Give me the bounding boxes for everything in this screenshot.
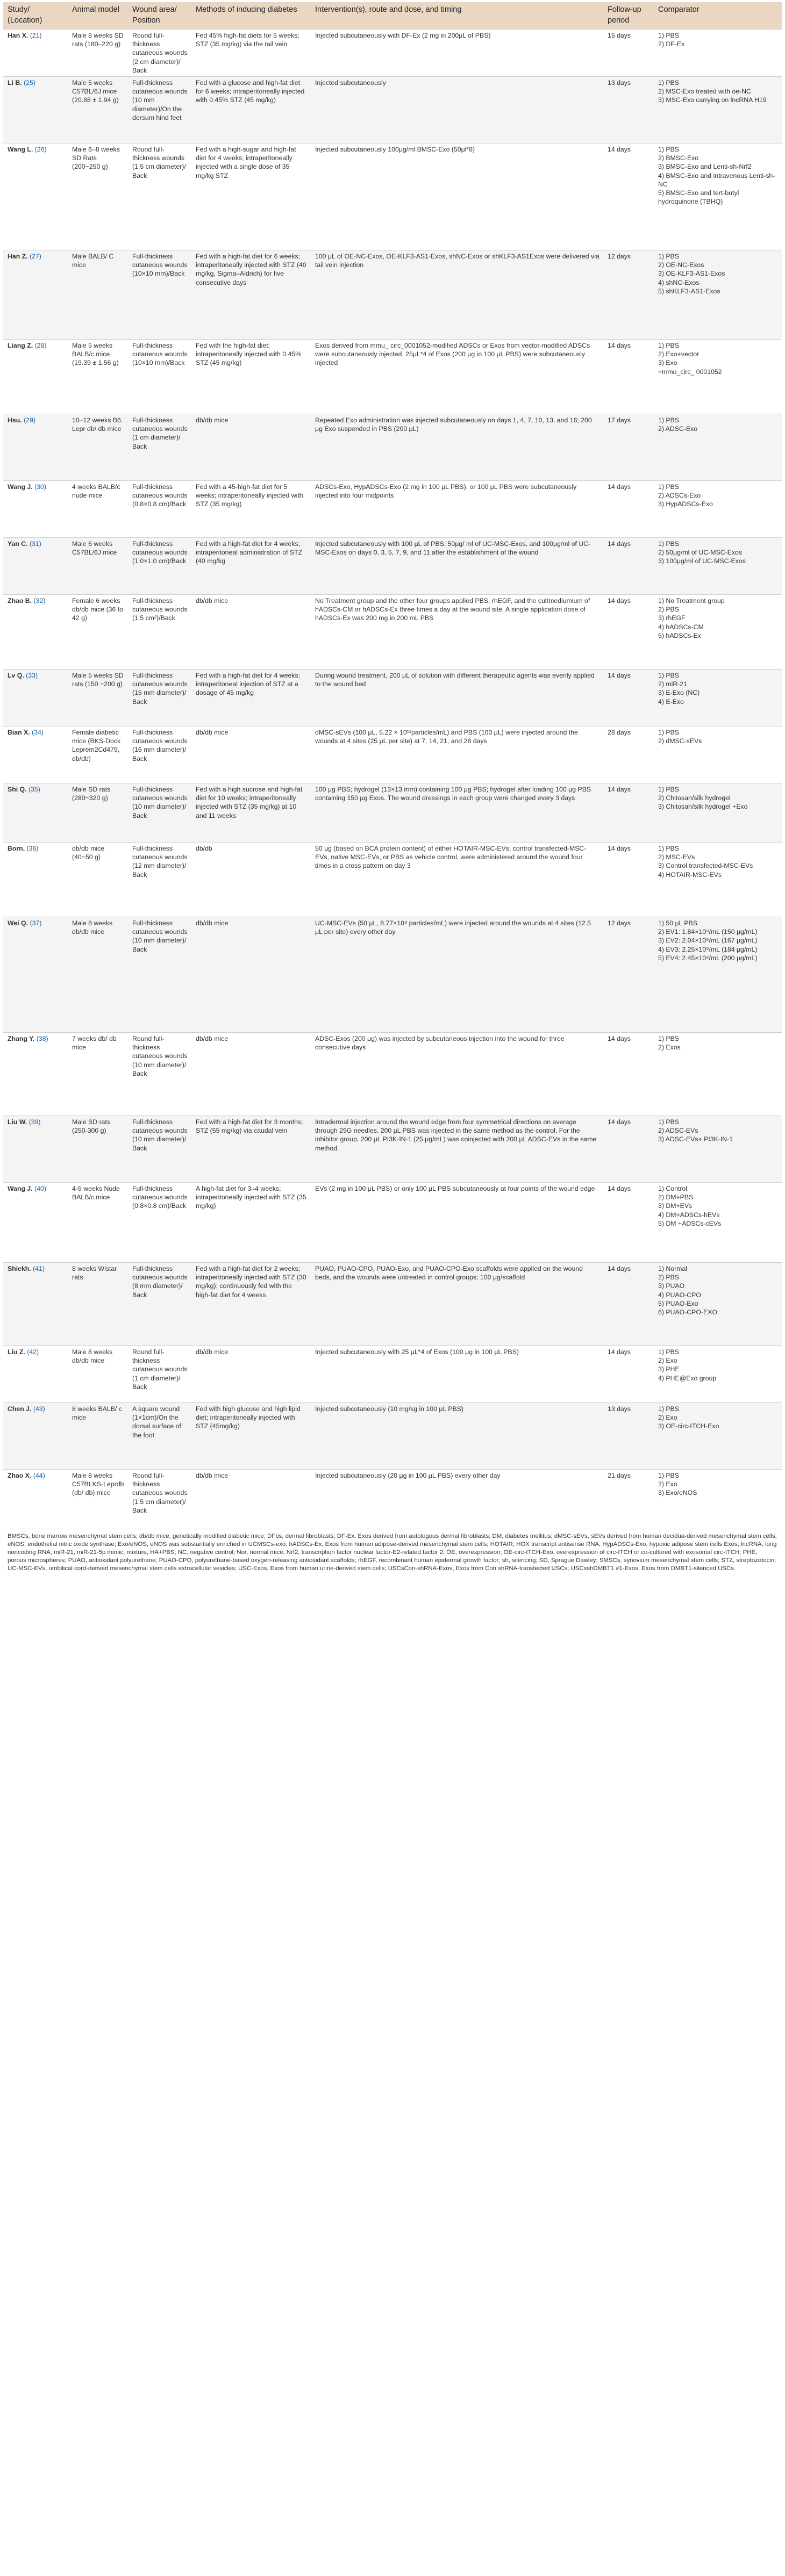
intervention-cell: Injected subcutaneously with DF-Ex (2 mg in 200μL of PBS) xyxy=(311,30,603,77)
study-cell xyxy=(3,1346,68,1403)
follow-up-cell: 14 days xyxy=(603,481,654,538)
table-row xyxy=(3,917,782,1033)
comparator-item: 3) EV2: 2.04×10⁹/mL (167 μg/mL) xyxy=(658,937,758,945)
comparator-cell xyxy=(654,1116,782,1183)
study-author: Bian X. xyxy=(8,729,30,737)
follow-up-cell: 28 days xyxy=(603,726,654,783)
comparator-item: 2) ADSC-Exo xyxy=(658,425,698,433)
comparator-item: 2) Chitosan/silk hydrogel xyxy=(658,794,731,802)
study-cell xyxy=(3,1116,68,1183)
study-author: Hsu. xyxy=(8,416,22,424)
study-reference: (41) xyxy=(33,1265,45,1273)
study-author: Han X. xyxy=(8,32,28,39)
animal-model-cell: Female 6 weeks db/db mice (36 to 42 g) xyxy=(68,595,128,670)
header-follow-up: Follow-up period xyxy=(603,2,654,30)
study-reference: (27) xyxy=(30,253,41,261)
header-intervention: Intervention(s), route and dose, and timing xyxy=(311,2,603,30)
wound-area-cell: Round full-thickness cutaneous wounds (1 cm diameter)/ Back xyxy=(128,1346,191,1403)
study-reference: (31) xyxy=(30,540,41,548)
diabetes-method-cell: Fed with a high-fat diet for 4 weeks; intraperitoneal administration of STZ (40 mg/kg xyxy=(191,538,311,595)
comparator-item: 2) PBS xyxy=(658,606,679,614)
animal-model-cell: Male SD rats (250-300 g) xyxy=(68,1116,128,1183)
header-row xyxy=(3,2,782,30)
study-author: Han Z. xyxy=(8,253,28,261)
comparator-cell xyxy=(654,917,782,1033)
header-wound-area: Wound area/ Position xyxy=(128,2,191,30)
diabetes-method-cell: Fed with a high-fat diet for 2 weeks; intraperitoneally injected with STZ (30 mg/kg); continuously fed with the high-fat diet for 4 weeks xyxy=(191,1263,311,1346)
comparator-cell xyxy=(654,143,782,250)
comparator-item: 2) 50μg/ml of UC-MSC-Exos xyxy=(658,549,743,557)
animal-model-cell: Male 8 weeks db/db mice xyxy=(68,1346,128,1403)
follow-up-cell: 17 days xyxy=(603,414,654,481)
diabetes-method-cell: Fed with a high-fat diet for 4 weeks; intraperitoneal injection of STZ at a dosage of 45 mg/kg xyxy=(191,670,311,726)
study-reference: (32) xyxy=(33,597,46,605)
table-row xyxy=(3,77,782,143)
animal-model-cell: Male BALB/ C mice xyxy=(68,250,128,340)
comparator-cell xyxy=(654,1263,782,1346)
animal-model-cell: Male SD rats (280~320 g) xyxy=(68,783,128,843)
comparator-item: 1) PBS xyxy=(658,1472,679,1480)
diabetes-method-cell: Fed with the high-fat diet; intraperitoneally injected with 0.45% STZ (45 mg/kg) xyxy=(191,340,311,414)
comparator-item: 2) OE-NC-Exos xyxy=(658,261,704,269)
study-cell xyxy=(3,783,68,843)
study-reference: (21) xyxy=(30,32,42,39)
comparator-item: 3) OE-KLF3-AS1-Exos xyxy=(658,270,725,278)
intervention-cell: EVs (2 mg in 100 μL PBS) or only 100 μL PBS subcutaneously at four points of the wound edge xyxy=(311,1183,603,1263)
animal-model-cell: Female diabetic mice (BKS-Dock Leprem2Cd479, db/db) xyxy=(68,726,128,783)
comparator-item: 1) PBS xyxy=(658,483,679,491)
comparator-item: 2) DF-Ex xyxy=(658,40,685,48)
comparator-item: 1) PBS xyxy=(658,786,679,794)
wound-area-cell: Full-thickness cutaneous wounds (8 mm diameter)/ Back xyxy=(128,1263,191,1346)
intervention-cell: Intradermal injection around the wound edge from four symmetrical directions on average through 29G needles. 200 μL PBS was injected in the same method as the control. For the inhibitor group, 200 μL PI3K-IN-1 (25 μg/mL) was coinjected with 200 μL ADSC-EVs in the same method. xyxy=(311,1116,603,1183)
header-methods-diabetes: Methods of inducing diabetes xyxy=(191,2,311,30)
follow-up-cell: 14 days xyxy=(603,1116,654,1183)
table-row xyxy=(3,1403,782,1470)
wound-area-cell: Full-thickness cutaneous wounds (1 cm diameter)/ Back xyxy=(128,414,191,481)
study-cell xyxy=(3,1033,68,1116)
comparator-item: 1) PBS xyxy=(658,1118,679,1126)
comparator-item: 1) Control xyxy=(658,1185,687,1193)
study-cell xyxy=(3,481,68,538)
comparator-item: 3) Control transfected-MSC-EVs xyxy=(658,862,753,870)
comparator-item: 1) PBS xyxy=(658,342,679,350)
comparator-item: 2) Exo xyxy=(658,1357,677,1365)
wound-area-cell: Full-thickness cutaneous wounds (1.0×1.0 cm)/Back xyxy=(128,538,191,595)
study-reference: (34) xyxy=(32,729,44,737)
diabetes-method-cell: db/db mice xyxy=(191,726,311,783)
comparator-item: 1) PBS xyxy=(658,1405,679,1413)
study-cell xyxy=(3,917,68,1033)
animal-model-cell: Male 8 weeks C57BLKS-Leprdb (db/ db) mice xyxy=(68,1470,128,1529)
study-author: Li B. xyxy=(8,79,22,87)
table-row xyxy=(3,30,782,77)
animal-model-cell: 4 weeks BALB/c nude mice xyxy=(68,481,128,538)
study-cell xyxy=(3,250,68,340)
diabetes-method-cell: db/db mice xyxy=(191,1470,311,1529)
header-study: Study/ (Location) xyxy=(3,2,68,30)
study-cell xyxy=(3,1183,68,1263)
comparator-item: 4) PUAO-CPO xyxy=(658,1291,701,1299)
study-reference: (40) xyxy=(34,1185,46,1193)
animal-model-cell: 10–12 weeks B6. Lepr db/ db mice xyxy=(68,414,128,481)
table-row xyxy=(3,1346,782,1403)
comparator-item: 2) PBS xyxy=(658,1273,679,1282)
comparator-cell xyxy=(654,1346,782,1403)
follow-up-cell: 13 days xyxy=(603,77,654,143)
comparator-item: 3) 100μg/ml of UC-MSC-Exos xyxy=(658,557,746,565)
comparator-cell xyxy=(654,1033,782,1116)
comparator-item: 4) hADSCs-CM xyxy=(658,623,704,631)
studies-table xyxy=(3,2,782,1529)
comparator-item: 1) No Treatment group xyxy=(658,597,725,605)
wound-area-cell: Round full-thickness wounds (1.5 cm diameter)/ Back xyxy=(128,143,191,250)
study-author: Liu W. xyxy=(8,1118,27,1126)
wound-area-cell: Full-thickness cutaneous wounds (0.8×0.8 cm)/Back xyxy=(128,1183,191,1263)
study-author: Wang J. xyxy=(8,483,33,491)
follow-up-cell: 14 days xyxy=(603,1263,654,1346)
comparator-item: 2) MSC-EVs xyxy=(658,853,695,861)
comparator-item: 4) BMSC-Exo and intravenous Lenti-sh-NC xyxy=(658,171,775,188)
wound-area-cell: Full-thickness cutaneous wounds (15 mm diameter)/ Back xyxy=(128,670,191,726)
animal-model-cell: Male 5 weeks C57BL/6J mice (20.88 ± 1.94 g) xyxy=(68,77,128,143)
animal-model-cell: Male 5 weeks BALB/c mice (19.39 ± 1.56 g) xyxy=(68,340,128,414)
study-reference: (35) xyxy=(28,786,40,794)
diabetes-method-cell: Fed 45% high-fat diets for 5 weeks; STZ (35 mg/kg) via the tail vein xyxy=(191,30,311,77)
comparator-item: 1) PBS xyxy=(658,729,679,737)
comparator-item: 2) ADSCs-Exo xyxy=(658,492,701,500)
wound-area-cell: Full-thickness cutaneous wounds (0.8×0.8 cm)/Back xyxy=(128,481,191,538)
intervention-cell: No Treatment group and the other four groups applied PBS, rhEGF, and the cultmediumium of hADSCs-CM or hADSCs-Ex three times a day at the wound site. A single application dose of hADSCs-Ex was 200 mg in 200 mL PBS xyxy=(311,595,603,670)
comparator-item: 3) DM+EVs xyxy=(658,1202,693,1210)
comparator-item: 1) PBS xyxy=(658,672,679,680)
study-reference: (39) xyxy=(28,1118,41,1126)
table-row xyxy=(3,1470,782,1529)
comparator-item: 3) PUAO xyxy=(658,1282,685,1290)
comparator-item: 1) PBS xyxy=(658,32,679,39)
diabetes-method-cell: Fed with a glucose and high-fat diet for 6 weeks; intraperitoneally injected with 0.45% STZ (45 mg/kg) xyxy=(191,77,311,143)
study-cell xyxy=(3,843,68,917)
wound-area-cell: A square wound (1×1cm)/On the dorsal surface of the foot xyxy=(128,1403,191,1470)
follow-up-cell: 14 days xyxy=(603,143,654,250)
comparator-cell xyxy=(654,670,782,726)
comparator-item: 4) DM+ADSCs-hEVs xyxy=(658,1211,720,1219)
comparator-item: 5) hADSCs-Ex xyxy=(658,631,701,639)
wound-area-cell: Full-thickness cutaneous wounds (10×10 mm)/Back xyxy=(128,250,191,340)
intervention-cell: PUAO, PUAO-CPO, PUAO-Exo, and PUAO-CPO-Exo scaffolds were applied on the wound beds, and the wounds were untreated in control groups; 100 μg/scaffold xyxy=(311,1263,603,1346)
study-reference: (38) xyxy=(36,1035,48,1043)
study-reference: (28) xyxy=(34,342,47,350)
comparator-item: 3) PHE xyxy=(658,1365,680,1373)
intervention-cell: Injected subcutaneously (20 μg in 100 μL PBS) every other day xyxy=(311,1470,603,1529)
study-author: Zhao B. xyxy=(8,597,32,605)
study-reference: (44) xyxy=(33,1472,45,1480)
wound-area-cell: Round full-thickness cutaneous wounds (2 cm diameter)/ Back xyxy=(128,30,191,77)
study-reference: (43) xyxy=(33,1405,45,1413)
diabetes-method-cell: A high-fat diet for 3–4 weeks; intraperitoneally injected with STZ (35 mg/kg) xyxy=(191,1183,311,1263)
study-reference: (29) xyxy=(24,416,35,424)
study-reference: (36) xyxy=(26,845,39,853)
comparator-cell xyxy=(654,1403,782,1470)
wound-area-cell: Full-thickness cutaneous wounds (1.5 cm²)/Back xyxy=(128,595,191,670)
animal-model-cell: 8 weeks BALB/ c mice xyxy=(68,1403,128,1470)
study-reference: (25) xyxy=(24,79,35,87)
comparator-item: 1) PBS xyxy=(658,79,679,87)
comparator-cell xyxy=(654,250,782,340)
follow-up-cell: 14 days xyxy=(603,783,654,843)
table-row xyxy=(3,250,782,340)
comparator-item: 2) Exo+vector xyxy=(658,350,700,358)
comparator-cell xyxy=(654,1470,782,1529)
study-reference: (26) xyxy=(34,146,47,154)
study-cell xyxy=(3,414,68,481)
study-cell xyxy=(3,30,68,77)
table-row xyxy=(3,414,782,481)
diabetes-method-cell: db/db mice xyxy=(191,595,311,670)
animal-model-cell: 4-5 weeks Nude BALB/c mice xyxy=(68,1183,128,1263)
animal-model-cell: Male 8 weeks SD rats (180–220 g) xyxy=(68,30,128,77)
comparator-item: 3) rhEGF xyxy=(658,614,686,622)
intervention-cell: During wound treatment, 200 μL of solution with different therapeutic agents was evenly applied to the wound bed xyxy=(311,670,603,726)
intervention-cell: Repeated Exo administration was injected subcutaneously on days 1, 4, 7, 10, 13, and 16; 200 μg Exo suspended in PBS (200 μL) xyxy=(311,414,603,481)
comparator-item: 1) PBS xyxy=(658,540,679,548)
table-header xyxy=(3,2,782,30)
animal-model-cell: 8 weeks Wistar rats xyxy=(68,1263,128,1346)
table-row xyxy=(3,143,782,250)
animal-model-cell: Male 6–8 weeks SD Rats (200~250 g) xyxy=(68,143,128,250)
comparator-item: 4) shNC-Exos xyxy=(658,278,700,286)
table-row xyxy=(3,1116,782,1183)
follow-up-cell: 14 days xyxy=(603,843,654,917)
comparator-item: 5) shKLF3-AS1-Exos xyxy=(658,287,720,295)
animal-model-cell: Male 8 weeks db/db mice xyxy=(68,917,128,1033)
diabetes-method-cell: Fed with a high sucrose and high-fat diet for 10 weeks; intraperitoneally injected with STZ (35 mg/kg) at 10 and 11 weeks xyxy=(191,783,311,843)
animal-model-cell: Male 6 weeks C57BL/6J mice xyxy=(68,538,128,595)
follow-up-cell: 13 days xyxy=(603,1403,654,1470)
comparator-item: 1) PBS xyxy=(658,416,679,424)
table-row xyxy=(3,1033,782,1116)
intervention-cell: Injected subcutaneously xyxy=(311,77,603,143)
diabetes-method-cell: Fed with a high-fat diet for 6 weeks; intraperitoneally injected with STZ (40 mg/kg, Sigma–Aldrich) for five consecutive days xyxy=(191,250,311,340)
table-row xyxy=(3,1183,782,1263)
comparator-item: 4) E-Exo xyxy=(658,697,684,706)
wound-area-cell: Full-thickness cutaneous wounds (12 mm diameter)/ Back xyxy=(128,843,191,917)
wound-area-cell: Round full-thickness cutaneous wounds (1.5 cm diameter)/ Back xyxy=(128,1470,191,1529)
study-cell xyxy=(3,1263,68,1346)
comparator-item: 1) PBS xyxy=(658,1035,679,1043)
table-row xyxy=(3,843,782,917)
comparator-item: 5) BMSC-Exo and tert-butyl hydroquinone (TBHQ) xyxy=(658,189,741,206)
study-cell xyxy=(3,1403,68,1470)
study-author: Wang J. xyxy=(8,1185,33,1193)
comparator-cell xyxy=(654,414,782,481)
intervention-cell: Injected subcutaneously with 25 μL*4 of Exos (100 μg in 100 μL PBS) xyxy=(311,1346,603,1403)
animal-model-cell: db/db mice (40~50 g) xyxy=(68,843,128,917)
follow-up-cell: 15 days xyxy=(603,30,654,77)
table-row xyxy=(3,726,782,783)
study-author: Shiekh. xyxy=(8,1265,31,1273)
comparator-cell xyxy=(654,30,782,77)
comparator-item: 6) PUAO-CPO-EXO xyxy=(658,1308,718,1316)
diabetes-method-cell: db/db xyxy=(191,843,311,917)
intervention-cell: Injected subcutaneously (10 mg/kg in 100 μL PBS) xyxy=(311,1403,603,1470)
intervention-cell: ADSCs-Exo, HypADSCs-Exo (2 mg in 100 μL PBS), or 100 μL PBS were subcutaneously injected into four midpoints xyxy=(311,481,603,538)
study-cell xyxy=(3,1470,68,1529)
study-cell xyxy=(3,143,68,250)
diabetes-method-cell: db/db mice xyxy=(191,414,311,481)
wound-area-cell: Full-thickness cutaneous wounds (10 mm diameter)/On the dorsum hind feet xyxy=(128,77,191,143)
follow-up-cell: 12 days xyxy=(603,250,654,340)
comparator-cell xyxy=(654,77,782,143)
comparator-item: 1) 50 μL PBS xyxy=(658,919,697,927)
comparator-item: 3) Chitosan/silk hydrogel +Exo xyxy=(658,803,748,811)
intervention-cell: UC-MSC-EVs (50 μL, 8.77×10⁹ particles/mL) were injected around the wounds at 4 sites (12.5 μL per site) every other day xyxy=(311,917,603,1033)
study-author: Wang L. xyxy=(8,146,33,154)
comparator-cell xyxy=(654,783,782,843)
follow-up-cell: 14 days xyxy=(603,340,654,414)
table-row xyxy=(3,783,782,843)
intervention-cell: Injected subcutaneously with 100 μL of PBS; 50μg/ ml of UC-MSC-Exos, and 100μg/ml of UC-MSC-Exos on days 0, 3, 5, 7, 9, and 11 after the establishment of the wound xyxy=(311,538,603,595)
study-author: Wei Q. xyxy=(8,919,28,927)
comparator-item: 4) HOTAIR-MSC-EVs xyxy=(658,870,722,879)
study-author: Born. xyxy=(8,845,25,853)
follow-up-cell: 14 days xyxy=(603,1346,654,1403)
diabetes-method-cell: Fed with high glucose and high lipid diet; intraperitoneally injected with STZ (45mg/kg) xyxy=(191,1403,311,1470)
comparator-item: 2) ADSC-EVs xyxy=(658,1127,698,1135)
comparator-item: 2) DM+PBS xyxy=(658,1193,694,1201)
study-author: Yan C. xyxy=(8,540,28,548)
follow-up-cell: 14 days xyxy=(603,538,654,595)
wound-area-cell: Full-thickness cutaneous wounds (10×10 mm)/Back xyxy=(128,340,191,414)
wound-area-cell: Full-thickness cutaneous wounds (10 mm diameter)/ Back xyxy=(128,783,191,843)
intervention-cell: Exos derived from mmu_ circ_0001052-modified ADSCs or Exos from vector-modified ADSCs were subcutaneously injected. 25μL*4 of Exos (200 μg in 100 μL PBS) were subcutaneously injected xyxy=(311,340,603,414)
wound-area-cell: Round full-thickness cutaneous wounds (10 mm diameter)/ Back xyxy=(128,1033,191,1116)
comparator-item: 4) EV3: 2.25×10⁹/mL (184 μg/mL) xyxy=(658,945,758,953)
table-row xyxy=(3,340,782,414)
study-author: Shi Q. xyxy=(8,786,27,794)
comparator-item: 5) EV4: 2.45×10⁹/mL (200 μg/mL) xyxy=(658,954,758,962)
comparator-item: 1) PBS xyxy=(658,845,679,853)
header-comparator: Comparator xyxy=(654,2,782,30)
comparator-item: 2) EV1: 1.84×10⁹/mL (150 μg/mL) xyxy=(658,928,758,936)
table-row xyxy=(3,481,782,538)
comparator-item: 3) MSC-Exo carrying on lncRNA H19 xyxy=(658,96,767,104)
comparator-cell xyxy=(654,1183,782,1263)
comparator-cell xyxy=(654,538,782,595)
study-cell xyxy=(3,595,68,670)
comparator-item: +mmu_circ_ 0001052 xyxy=(658,368,722,376)
comparator-item: 1) PBS xyxy=(658,146,679,154)
table-row xyxy=(3,595,782,670)
comparator-item: 2) Exo xyxy=(658,1480,677,1488)
comparator-item: 3) OE-circ-ITCH-Exo xyxy=(658,1422,719,1430)
comparator-item: 2) BMSC-Exo xyxy=(658,154,699,162)
intervention-cell: 100 μg PBS; hydrogel (13×13 mm) containing 100 μg PBS; hydrogel after loading 100 μg PBS containing 150 μg Exos. The wound dressings in each group were changed every 3 days xyxy=(311,783,603,843)
comparator-cell xyxy=(654,595,782,670)
wound-area-cell: Full-thickness cutaneous wounds (16 mm diameter)/ Back xyxy=(128,726,191,783)
intervention-cell: 100 μL of OE-NC-Exos, OE-KLF3-AS1-Exos, shNC-Exos or shKLF3-AS1Exos were delivered via tail vein injection xyxy=(311,250,603,340)
table-row xyxy=(3,538,782,595)
comparator-item: 2) MSC-Exo treated with oe-NC xyxy=(658,88,751,96)
comparator-item: 2) miR-21 xyxy=(658,680,687,688)
comparator-cell xyxy=(654,726,782,783)
intervention-cell: Injected subcutaneously 100μg/ml BMSC-Exo (50μl*8) xyxy=(311,143,603,250)
study-author: Liu Z. xyxy=(8,1348,25,1356)
comparator-item: 1) Normal xyxy=(658,1265,687,1273)
table-row xyxy=(3,670,782,726)
table-footnote: BMSCs, bone marrow mesenchymal stem cells; db/db mice, genetically modified diabetic mice; DFbs, dermal fibroblasts; DF-Ex, Exos derived from autologous dermal fibroblasts; DM, diabetes mellitus; dMSC-sEVs, sEVs derived from human decidua-derived mesenchymal stem cells; eNOS, endothelial nitric oxide synthase; Exo/eNOS, eNOS was substantially enriched in UCMSCs-exo; hADSCs-Ex, Exos from human adipose-derived mesenchymal stem cells; HOTAIR, HOX transcript antisense RNA; HypADSCs-Exo, hypoxic adipose stem cells Exos; lncRNA, long noncoding RNA; miR-21, miR-21-5p mimic; mixture, HA+PBS; NC, negative control; Nor, normal mice; Nrf2, transcription factor nuclear factor-E2-related factor 2; OE, overexpression; OE-circ-ITCH-Exo, overexpression of circ-ITCH or co-cultured with exosomal circ-ITCH; PHE, porous microspheres; PUAO, antioxidant polyurethane; PUAO-CPO, polyurethane-based oxygen-releasing antioxidant scaffolds; rhEGF, recombinant human epidermal growth factor; sh, silencing; SD, Sprague Dawley; SMSCs, synovium mesenchymal stem cells; STZ, streptozotocin; UC-MSC-EVs, umbilical cord-derived mesenchymal stem cells extracellular vesicles; USC-Exos, Exos from human urine-derived stem cells; USCsCon-shRNA-Exos, Exos from Con shRNA-transfected USCs; USCsshDMBT1 #1-Exos, Exos from DMBT1-silenced USCs. xyxy=(3,1529,782,1573)
follow-up-cell: 14 days xyxy=(603,670,654,726)
follow-up-cell: 14 days xyxy=(603,1033,654,1116)
diabetes-method-cell: db/db mice xyxy=(191,1033,311,1116)
diabetes-method-cell: db/db mice xyxy=(191,1346,311,1403)
intervention-cell: ADSC-Exos (200 μg) was injected by subcutaneous injection into the wound for three consecutive days xyxy=(311,1033,603,1116)
comparator-item: 1) PBS xyxy=(658,1348,679,1356)
comparator-item: 3) BMSC-Exo and Lenti-sh-Nrf2 xyxy=(658,163,752,171)
follow-up-cell: 14 days xyxy=(603,595,654,670)
table-body xyxy=(3,30,782,1529)
comparator-item: 3) ADSC-EVs+ PI3K-IN-1 xyxy=(658,1135,733,1143)
diabetes-method-cell: Fed with a high-fat diet for 3 months; STZ (55 mg/kg) via caudal vein xyxy=(191,1116,311,1183)
study-reference: (30) xyxy=(34,483,46,491)
diabetes-method-cell: Fed with a 45-high-fat diet for 5 weeks; intraperitoneally injected with STZ (35 mg/kg) xyxy=(191,481,311,538)
comparator-item: 3) HypADSCs-Exo xyxy=(658,500,713,508)
table-row xyxy=(3,1263,782,1346)
diabetes-method-cell: db/db mice xyxy=(191,917,311,1033)
wound-area-cell: Full-thickness cutaneous wounds (10 mm diameter)/ Back xyxy=(128,1116,191,1183)
comparator-item: 3) Exo/eNOS xyxy=(658,1489,697,1497)
follow-up-cell: 14 days xyxy=(603,1183,654,1263)
study-author: Liang Z. xyxy=(8,342,33,350)
header-animal-model: Animal model xyxy=(68,2,128,30)
study-author: Lv Q. xyxy=(8,672,24,680)
intervention-cell: dMSC-sEVs (100 μL, 5.22 × 10¹¹particles/mL) and PBS (100 μL) were injected around the wounds at 4 sites (25 μL per site) at 7, 14, 21, and 28 days xyxy=(311,726,603,783)
comparator-item: 3) E-Exo (NC) xyxy=(658,689,700,697)
study-cell xyxy=(3,726,68,783)
comparator-item: 2) dMSC-sEVs xyxy=(658,737,702,745)
animal-model-cell: Male 5 weeks SD rats (150 ~200 g) xyxy=(68,670,128,726)
comparator-cell xyxy=(654,481,782,538)
study-cell xyxy=(3,77,68,143)
animal-model-cell: 7 weeks db/ db mice xyxy=(68,1033,128,1116)
study-author: Zhao X. xyxy=(8,1472,32,1480)
comparator-item: 4) PHE@Exo group xyxy=(658,1374,717,1382)
comparator-item: 1) PBS xyxy=(658,253,679,261)
study-cell xyxy=(3,670,68,726)
study-cell xyxy=(3,538,68,595)
comparator-item: 2) Exos xyxy=(658,1044,681,1052)
wound-area-cell: Full-thickness cutaneous wounds (10 mm diameter)/ Back xyxy=(128,917,191,1033)
study-author: Zhang Y. xyxy=(8,1035,35,1043)
follow-up-cell: 21 days xyxy=(603,1470,654,1529)
study-author: Chen J. xyxy=(8,1405,32,1413)
study-cell xyxy=(3,340,68,414)
study-reference: (33) xyxy=(26,672,38,680)
follow-up-cell: 12 days xyxy=(603,917,654,1033)
study-reference: (37) xyxy=(30,919,42,927)
comparator-cell xyxy=(654,843,782,917)
comparator-item: 5) PUAO-Exo xyxy=(658,1299,698,1307)
comparator-item: 3) Exo xyxy=(658,359,677,367)
comparator-item: 2) Exo xyxy=(658,1414,677,1422)
comparator-cell xyxy=(654,340,782,414)
diabetes-method-cell: Fed with a high-sugar and high-fat diet for 4 weeks; intraperitoneally injected with a single dose of 35 mg/kg STZ xyxy=(191,143,311,250)
intervention-cell: 50 μg (based on BCA protein content) of either HOTAIR-MSC-EVs, control transfected-MSC-EVs, native MSC-EVs, or PBS as vehicle control, were administered around the wound four times in a cross pattern on day 3 xyxy=(311,843,603,917)
study-reference: (42) xyxy=(27,1348,39,1356)
comparator-item: 5) DM +ADSCs-cEVs xyxy=(658,1219,722,1227)
